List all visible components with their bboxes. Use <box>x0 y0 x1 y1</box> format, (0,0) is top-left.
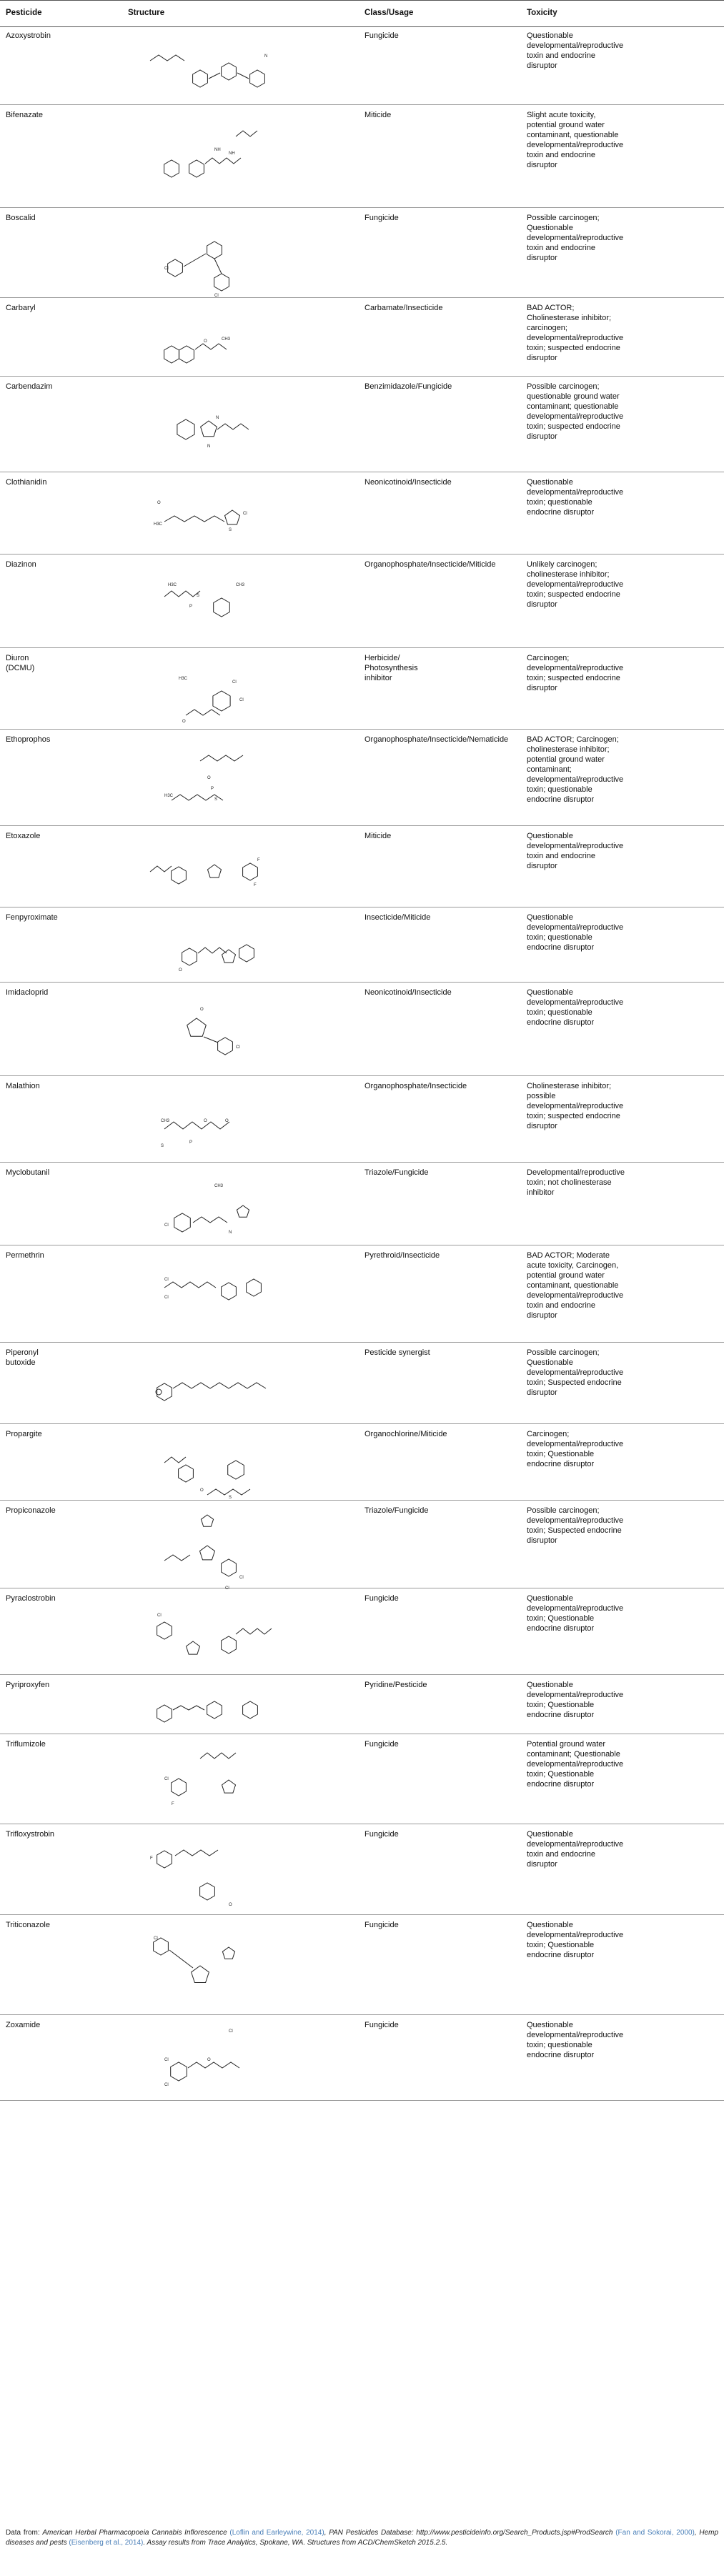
svg-text:CH3: CH3 <box>214 1184 224 1188</box>
class-usage: Neonicotinoid/Insecticide <box>365 478 452 487</box>
class-usage: Fungicide <box>365 1740 399 1749</box>
class-usage: Pyrethroid/Insecticide <box>365 1251 440 1260</box>
svg-text:S: S <box>197 594 200 598</box>
svg-text:Cl: Cl <box>164 1296 169 1300</box>
table-row <box>0 1675 724 1734</box>
footnote-source-3: , Hemp diseases and pests <box>6 2529 719 2547</box>
table-row <box>0 730 724 826</box>
pesticide-name: Carbaryl <box>6 304 36 312</box>
table-row <box>0 1343 724 1424</box>
chemical-structure <box>122 1248 293 1338</box>
table-row <box>0 983 724 1076</box>
svg-text:N: N <box>264 54 268 59</box>
svg-text:Cl: Cl <box>239 698 244 702</box>
pesticide-name: Myclobutanil <box>6 1168 50 1177</box>
toxicity: Developmental/reproductive toxin; not cholinesterase inhibitor <box>527 1168 625 1197</box>
svg-text:Cl: Cl <box>157 1613 162 1618</box>
svg-text:Cl: Cl <box>164 1777 169 1781</box>
svg-text:F: F <box>150 1856 153 1861</box>
pesticide-name: Propargite <box>6 1430 42 1438</box>
svg-text:S: S <box>161 1144 164 1148</box>
svg-text:N: N <box>216 416 219 420</box>
table-row <box>0 298 724 377</box>
class-usage: Pesticide synergist <box>365 1348 430 1357</box>
class-usage: Triazole/Fungicide <box>365 1168 429 1177</box>
pesticide-name: Clothianidin <box>6 478 47 487</box>
table-row <box>0 1163 724 1245</box>
class-usage: Miticide <box>365 832 392 840</box>
pesticide-name: Triticonazole <box>6 1921 50 1929</box>
chemical-structure <box>122 29 293 101</box>
chemical-structure <box>122 1079 293 1158</box>
toxicity: Questionable developmental/reproductive toxin; questionable endocrine disruptor <box>527 913 624 952</box>
svg-text:NH: NH <box>229 151 235 156</box>
svg-text:Cl: Cl <box>164 1278 169 1282</box>
class-usage: Neonicotinoid/Insecticide <box>365 988 452 997</box>
pesticide-name: Pyraclostrobin <box>6 1594 56 1603</box>
svg-text:O: O <box>225 1119 229 1123</box>
chemical-structure <box>122 1346 293 1420</box>
toxicity: Slight acute toxicity, potential ground water contaminant, questionable developmental/reproductive toxin and endocrine disruptor <box>527 111 624 169</box>
toxicity: Possible carcinogen; questionable ground water contaminant; questionable developmental/reproductive toxin; suspected endocrine disruptor <box>527 382 624 441</box>
toxicity: BAD ACTOR; Carcinogen; cholinesterase inhibitor; potential ground water contaminant; developmental/reproductive toxin; questionable endocrine disruptor <box>527 735 624 804</box>
pesticide-name: Carbendazim <box>6 382 53 391</box>
svg-text:O: O <box>157 501 161 505</box>
table-row <box>0 1501 724 1591</box>
chemical-structure <box>122 2018 293 2097</box>
pesticide-name: Pyriproxyfen <box>6 1681 50 1689</box>
svg-text:S: S <box>229 1496 232 1500</box>
pesticide-name: Piperonyl butoxide <box>6 1348 39 1367</box>
svg-text:CH3: CH3 <box>161 1119 170 1123</box>
table-row <box>0 105 724 208</box>
chemical-structure <box>122 379 293 468</box>
svg-text:O: O <box>204 339 207 344</box>
class-usage: Carbamate/Insecticide <box>365 304 443 312</box>
class-usage: Fungicide <box>365 31 399 40</box>
toxicity: BAD ACTOR; Cholinesterase inhibitor; carcinogen; developmental/reproductive toxin; suspected endocrine disruptor <box>527 304 624 362</box>
toxicity: Possible carcinogen; Questionable developmental/reproductive toxin; Suspected endocrine disruptor <box>527 1348 624 1397</box>
pesticide-name: Bifenazate <box>6 111 43 119</box>
toxicity: Questionable developmental/reproductive toxin; questionable endocrine disruptor <box>527 2021 624 2059</box>
table-row <box>0 907 724 983</box>
svg-text:O: O <box>207 776 211 780</box>
pesticide-name: Boscalid <box>6 214 36 222</box>
chemical-structure <box>122 1827 293 1911</box>
svg-text:Cl: Cl <box>225 1586 229 1591</box>
chemical-structure <box>122 910 293 978</box>
class-usage: Herbicide/ Photosynthesis inhibitor <box>365 654 418 682</box>
toxicity: Unlikely carcinogen; cholinesterase inhibitor; developmental/reproductive toxin; suspected endocrine disruptor <box>527 560 624 609</box>
svg-text:Cl: Cl <box>232 680 237 685</box>
table-row <box>0 1245 724 1343</box>
toxicity: Questionable developmental/reproductive toxin and endocrine disruptor <box>527 1830 624 1869</box>
table-row <box>0 1424 724 1501</box>
toxicity: Carcinogen; developmental/reproductive toxin; suspected endocrine disruptor <box>527 654 624 692</box>
pesticide-name: Trifloxystrobin <box>6 1830 55 1839</box>
chemical-structure <box>122 1918 293 2011</box>
svg-text:Cl: Cl <box>164 2083 169 2087</box>
svg-text:F: F <box>257 858 260 862</box>
class-usage: Organochlorine/Miticide <box>365 1430 447 1438</box>
pesticide-name: Imidacloprid <box>6 988 49 997</box>
svg-text:Cl: Cl <box>243 512 247 516</box>
pesticide-name: Fenpyroximate <box>6 913 58 922</box>
table-row <box>0 208 724 298</box>
chemical-structure <box>122 211 293 298</box>
svg-text:NH: NH <box>214 148 221 152</box>
svg-text:H3C: H3C <box>154 522 163 527</box>
class-usage: Organophosphate/Insecticide/Miticide <box>365 560 496 569</box>
table-row <box>0 26 724 105</box>
svg-text:N: N <box>207 444 211 449</box>
svg-text:O: O <box>229 1903 232 1907</box>
pesticide-name: Diuron (DCMU) <box>6 654 35 672</box>
chemical-structure <box>122 1591 293 1671</box>
svg-text:P: P <box>211 787 214 791</box>
table-row <box>0 472 724 555</box>
pesticide-name: Propiconazole <box>6 1506 56 1515</box>
header-class-usage: Class/Usage <box>365 9 414 17</box>
class-usage: Fungicide <box>365 2021 399 2029</box>
table-row <box>0 1915 724 2015</box>
svg-text:F: F <box>172 1802 174 1806</box>
chemical-structure <box>122 301 293 372</box>
chemical-structure <box>122 108 293 204</box>
svg-text:O: O <box>207 2058 211 2062</box>
toxicity: Questionable developmental/reproductive toxin and endocrine disruptor <box>527 832 624 870</box>
svg-text:Cl: Cl <box>236 1045 240 1050</box>
class-usage: Fungicide <box>365 1594 399 1603</box>
toxicity: Questionable developmental/reproductive toxin; Questionable endocrine disruptor <box>527 1681 624 1719</box>
svg-text:H3C: H3C <box>164 794 174 798</box>
footnote-source-4: . Assay results from Trace Analytics, Spokane, WA. Structures from ACD/ChemSketch 2015.2.5. <box>143 2539 448 2547</box>
svg-text:F: F <box>254 883 257 887</box>
chemical-structure <box>122 1503 293 1591</box>
class-usage: Fungicide <box>365 1921 399 1929</box>
svg-text:Cl: Cl <box>164 267 169 271</box>
pesticide-name: Triflumizole <box>6 1740 46 1749</box>
table-row <box>0 1076 724 1163</box>
table-row <box>0 555 724 648</box>
pesticide-name: Diazinon <box>6 560 36 569</box>
svg-text:N: N <box>229 1230 232 1235</box>
class-usage: Organophosphate/Insecticide <box>365 1082 467 1090</box>
svg-text:P: P <box>189 1140 193 1145</box>
class-usage: Miticide <box>365 111 392 119</box>
chemical-structure <box>122 1737 293 1820</box>
toxicity: Potential ground water contaminant; Questionable developmental/reproductive toxin; Questionable endocrine disruptor <box>527 1740 624 1789</box>
table-row <box>0 2015 724 2101</box>
chemical-structure <box>122 651 293 725</box>
class-usage: Organophosphate/Insecticide/Nematicide <box>365 735 509 744</box>
chemical-structure <box>122 829 293 903</box>
table-footnote <box>6 2528 718 2548</box>
svg-text:S: S <box>214 797 218 802</box>
toxicity: Questionable developmental/reproductive toxin; Questionable endocrine disruptor <box>527 1921 624 1959</box>
footnote-source-2: , PAN Pesticides Database: http://www.pesticideinfo.org/Search_Products.jsp#ProdSearch <box>324 2529 613 2537</box>
header-structure: Structure <box>128 9 165 17</box>
pesticide-name: Ethoprophos <box>6 735 51 744</box>
toxicity: Questionable developmental/reproductive toxin; questionable endocrine disruptor <box>527 988 624 1027</box>
chemical-structure <box>122 1678 293 1730</box>
class-usage: Fungicide <box>365 1830 399 1839</box>
table-row <box>0 648 724 730</box>
footnote-ref-3[interactable]: (Eisenberg et al., 2014) <box>69 2539 144 2547</box>
footnote-source-1: American Herbal Pharmacopoeia Cannabis Inflorescence <box>42 2529 227 2537</box>
svg-text:Cl: Cl <box>154 1936 158 1941</box>
pesticide-name: Azoxystrobin <box>6 31 51 40</box>
svg-text:Cl: Cl <box>239 1576 244 1580</box>
footnote-ref-2[interactable]: (Fan and Sokorai, 2000) <box>615 2529 695 2537</box>
toxicity: Questionable developmental/reproductive toxin; Questionable endocrine disruptor <box>527 1594 624 1633</box>
toxicity: BAD ACTOR; Moderate acute toxicity, Carcinogen, potential ground water contaminant, questionable developmental/reproductive toxin and endocrine disruptor <box>527 1251 624 1320</box>
toxicity: Possible carcinogen; developmental/reproductive toxin; Suspected endocrine disruptor <box>527 1506 624 1545</box>
chemical-structure <box>122 1427 293 1500</box>
svg-text:O: O <box>200 1488 204 1493</box>
table-row <box>0 1824 724 1915</box>
header-pesticide: Pesticide <box>6 9 42 17</box>
class-usage: Fungicide <box>365 214 399 222</box>
table-row <box>0 1734 724 1824</box>
toxicity: Cholinesterase inhibitor; possible developmental/reproductive toxin; suspected endocrine disruptor <box>527 1082 624 1130</box>
header-toxicity: Toxicity <box>527 9 557 17</box>
toxicity: Questionable developmental/reproductive toxin; questionable endocrine disruptor <box>527 478 624 517</box>
svg-text:O: O <box>179 968 182 973</box>
class-usage: Insecticide/Miticide <box>365 913 431 922</box>
svg-text:P: P <box>189 605 193 609</box>
svg-text:S: S <box>229 528 232 532</box>
svg-text:CH3: CH3 <box>222 337 231 342</box>
toxicity: Carcinogen; developmental/reproductive toxin; Questionable endocrine disruptor <box>527 1430 624 1468</box>
footnote-prefix: Data from: <box>6 2529 43 2537</box>
pesticide-name: Malathion <box>6 1082 40 1090</box>
svg-text:O: O <box>204 1119 207 1123</box>
svg-text:O: O <box>182 720 186 724</box>
svg-text:O: O <box>200 1008 204 1012</box>
chemical-structure <box>122 1165 293 1241</box>
svg-text:Cl: Cl <box>229 2029 233 2034</box>
class-usage: Pyridine/Pesticide <box>365 1681 427 1689</box>
toxicity: Possible carcinogen; Questionable developmental/reproductive toxin and endocrine disruptor <box>527 214 624 262</box>
table-row <box>0 1588 724 1675</box>
chemical-structure <box>122 557 293 644</box>
svg-text:H3C: H3C <box>168 583 177 587</box>
table-header <box>0 0 724 27</box>
pesticide-name: Etoxazole <box>6 832 41 840</box>
svg-text:Cl: Cl <box>164 2058 169 2062</box>
class-usage: Triazole/Fungicide <box>365 1506 429 1515</box>
pesticide-name: Zoxamide <box>6 2021 41 2029</box>
table-row <box>0 377 724 472</box>
toxicity: Questionable developmental/reproductive toxin and endocrine disruptor <box>527 31 624 70</box>
chemical-structure <box>122 732 293 822</box>
svg-text:H3C: H3C <box>179 677 188 681</box>
chemical-structure <box>122 985 293 1072</box>
svg-text:Cl: Cl <box>214 294 219 298</box>
table-row <box>0 826 724 907</box>
chemical-structure <box>122 475 293 550</box>
pesticide-name: Permethrin <box>6 1251 44 1260</box>
svg-text:Cl: Cl <box>164 1223 169 1228</box>
svg-text:CH3: CH3 <box>236 583 245 587</box>
footnote-ref-1[interactable]: (Loflin and Earleywine, 2014) <box>229 2529 324 2537</box>
class-usage: Benzimidazole/Fungicide <box>365 382 452 391</box>
